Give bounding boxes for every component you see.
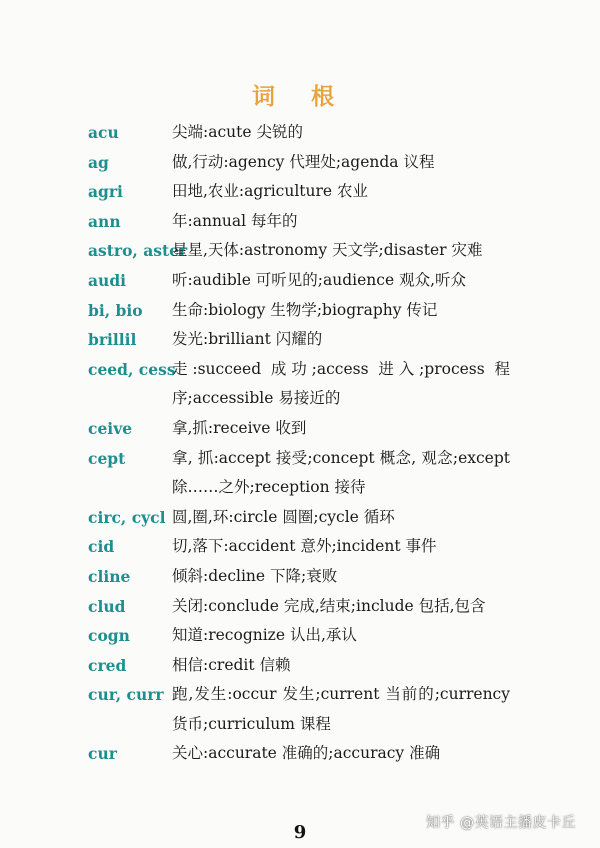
root-entry xyxy=(0,355,600,414)
root-entry xyxy=(0,739,600,769)
word-root-list xyxy=(0,118,600,769)
root-entry xyxy=(0,236,600,266)
root-term: clud xyxy=(88,596,126,616)
root-definition: 倾斜:decline 下降;衰败 xyxy=(172,566,338,585)
root-entry xyxy=(0,207,600,237)
root-definition: 星星,天体:astronomy 天文学;disaster 灾难 xyxy=(172,241,483,260)
root-entry xyxy=(0,414,600,444)
root-definition: 生命:biology 生物学;biography 传记 xyxy=(172,300,438,319)
root-definition: 拿,抓:receive 收到 xyxy=(172,418,307,437)
root-definition: 切,落下:accident 意外;incident 事件 xyxy=(172,537,437,556)
root-term: circ, cycl xyxy=(88,507,166,527)
root-entry xyxy=(0,562,600,592)
root-entry xyxy=(0,592,600,622)
root-term: cid xyxy=(88,537,115,557)
root-entry xyxy=(0,532,600,562)
root-definition: 走:succeed 成功;access 进入;process 程序;accessible 易接近的 xyxy=(172,359,510,408)
root-term: bi, bio xyxy=(88,300,143,320)
root-entry xyxy=(0,118,600,148)
root-term: cred xyxy=(88,655,127,675)
root-definition: 知道:recognize 认出,承认 xyxy=(172,626,357,645)
root-definition: 拿, 抓:accept 接受;concept 概念, 观念;except 除……之外;reception 接待 xyxy=(172,448,510,497)
root-entry xyxy=(0,621,600,651)
root-definition: 圆,圈,环:circle 圆圈;cycle 循环 xyxy=(172,507,395,526)
root-term: audi xyxy=(88,270,127,290)
root-entry xyxy=(0,444,600,503)
root-definition: 听:audible 可听见的;audience 观众,听众 xyxy=(172,270,466,289)
root-definition: 跑,发生:occur 发生;current 当前的;currency 货币;curriculum 课程 xyxy=(172,685,510,733)
root-entry xyxy=(0,296,600,326)
root-definition: 相信:credit 信赖 xyxy=(172,655,291,674)
root-term: cline xyxy=(88,566,131,586)
root-term: brillil xyxy=(88,330,137,350)
root-definition: 关心:accurate 准确的;accuracy 准确 xyxy=(172,744,441,763)
root-term: agri xyxy=(88,182,123,202)
root-term: cur, curr xyxy=(88,685,164,705)
root-definition: 做,行动:agency 代理处;agenda 议程 xyxy=(172,152,435,171)
page-title: 词 根 xyxy=(251,84,348,110)
root-definition: 田地,农业:agriculture 农业 xyxy=(172,182,369,201)
page-number: 9 xyxy=(293,822,307,843)
root-term: cur xyxy=(88,744,117,764)
root-definition: 年:annual 每年的 xyxy=(172,211,298,230)
root-term: ag xyxy=(88,152,109,172)
root-entry xyxy=(0,325,600,355)
root-entry xyxy=(0,503,600,533)
root-term: astro, aster xyxy=(88,241,188,261)
root-term: cogn xyxy=(88,626,130,646)
root-term: ceed, cess xyxy=(88,359,176,379)
root-definition: 关闭:conclude 完成,结束;include 包括,包含 xyxy=(172,596,486,615)
root-entry xyxy=(0,680,600,739)
root-definition: 发光:brilliant 闪耀的 xyxy=(172,330,323,349)
root-entry xyxy=(0,148,600,178)
root-term: ann xyxy=(88,211,121,231)
root-entry xyxy=(0,651,600,681)
root-term: ceive xyxy=(88,418,133,438)
root-term: acu xyxy=(88,123,119,142)
root-entry xyxy=(0,266,600,296)
watermark: 知乎 @英语主播皮卡丘 xyxy=(426,815,576,831)
root-entry xyxy=(0,177,600,207)
root-definition: 尖端:acute 尖锐的 xyxy=(172,123,303,141)
root-term: cept xyxy=(88,448,126,468)
